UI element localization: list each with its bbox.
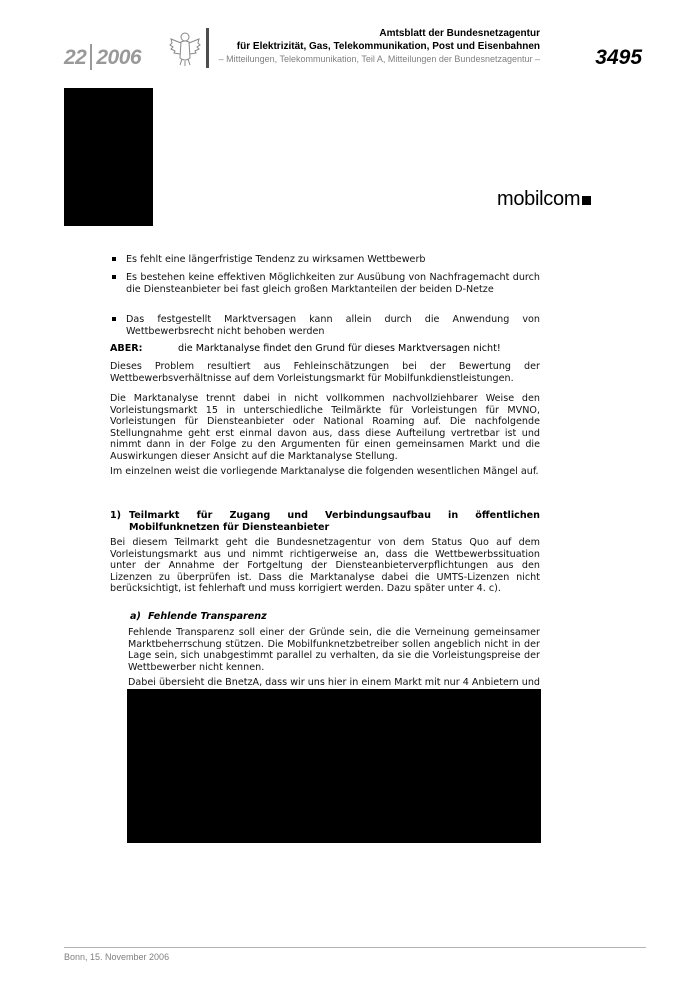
subsection-paragraph: Fehlende Transparenz soll einer der Gründe sein, die die Verneinung gemeinsamer Marktbeherrschung stützen. Die Mobilfunknetzbetreiber sollen angeblich nicht in der Lage sein, sich unabgestimmt parallel zu verhalten, da sie die Vorleistungspreise der Wettbewerber nicht kennen.: [128, 627, 540, 673]
federal-eagle-icon: [168, 30, 202, 68]
section-heading: Teilmarkt für Zugang und Verbindungsaufbau in öffentlichen Mobilfunknetzen für Diensteanbieter: [129, 510, 540, 533]
bullet-item: [126, 314, 540, 337]
paragraph: Dieses Problem resultiert aus Fehleinschätzungen bei der Bewertung der Wettbewerbsverhältnisse auf dem Vorleistungsmarkt für Mobilfunkdienstleistungen.: [110, 361, 540, 384]
bullet-icon: [112, 317, 116, 321]
subsection-paragraph: Dabei übersieht die BnetzA, dass wir uns hier in einem Markt mit nur 4 Anbietern und: [128, 677, 541, 688]
bullet-icon: [112, 275, 116, 279]
bullet-item: [126, 272, 540, 295]
issue-separator: [90, 44, 92, 70]
page-number: 3495: [595, 46, 642, 69]
issue-number: [64, 44, 141, 70]
company-logo: [497, 188, 591, 211]
aber-label: ABER:: [110, 343, 143, 354]
paragraph: Im einzelnen weist die vorliegende Marktanalyse die folgenden wesentlichen Mängel auf.: [110, 466, 539, 477]
issue-year: 2006: [96, 46, 142, 69]
footer-date: Bonn, 15. November 2006: [64, 952, 170, 962]
aber-text: die Marktanalyse findet den Grund für dieses Marktversagen nicht!: [178, 343, 501, 354]
logo-text: mobilcom: [497, 188, 581, 210]
gazette-subtitle: – Mitteilungen, Telekommunikation, Teil A, Mitteilungen der Bundesnetzagentur –: [218, 54, 540, 64]
issue-number-value: 22: [64, 46, 87, 69]
subsection-label: a): [130, 611, 141, 622]
bullet-text: Es bestehen keine effektiven Möglichkeiten zur Ausübung von Nachfragemacht durch die Diensteanbieter bei fast gleich großen Marktanteilen der beiden D-Netze: [126, 272, 540, 295]
gazette-title-line1: Amtsblatt der Bundesnetzagentur: [379, 28, 540, 39]
header-divider: [206, 28, 209, 68]
redaction-block-top: [64, 88, 153, 226]
redaction-block-bottom: [127, 689, 541, 843]
subsection-heading: Fehlende Transparenz: [148, 611, 267, 622]
bullet-text: Das festgestellt Marktversagen kann allein durch die Anwendung von Wettbewerbsrecht nicht behoben werden: [126, 314, 540, 337]
paragraph: Die Marktanalyse trennt dabei in nicht vollkommen nachvollziehbarer Weise den Vorleistungsmarkt 15 in unterschiedliche Teilmärkte für Vorleistungen für MVNO, Vorleistungen für Diensteanbieter oder National Roaming auf. Die nachfolgende Stellungnahme geht erst einmal davon aus, dass diese Aufteilung vertretbar ist und nimmt dann in der Folge zu den Argumenten für einen gemeinsamen Markt und die Auswirkungen dieser Ansicht auf die Marktanalyse Stellung.: [110, 393, 540, 462]
bullet-icon: [112, 257, 116, 261]
section-paragraph: Bei diesem Teilmarkt geht die Bundesnetzagentur von dem Status Quo auf dem Vorleistungsmarkt aus und nimmt richtigerweise an, dass die Wettbewerbssituation unter der Annahme der Fortgeltung der Diensteanbieterverpflichtungen aus den Lizenzen zu überprüfen ist. Dass die Marktanalyse dabei die UMTS-Lizenzen nicht berücksichtigt, ist fehlerhaft und muss korrigiert werden. Dazu später unter 4. c).: [110, 537, 540, 595]
bullet-item: [126, 254, 540, 266]
footer-divider: [64, 947, 646, 948]
logo-square-icon: [582, 196, 591, 205]
gazette-title-line2: für Elektrizität, Gas, Telekommunikation, Post und Eisenbahnen: [236, 41, 540, 52]
bullet-text: Es fehlt eine längerfristige Tendenz zu wirksamen Wettbewerb: [126, 254, 426, 265]
section-number: 1): [110, 510, 122, 521]
gazette-title: [210, 27, 540, 53]
